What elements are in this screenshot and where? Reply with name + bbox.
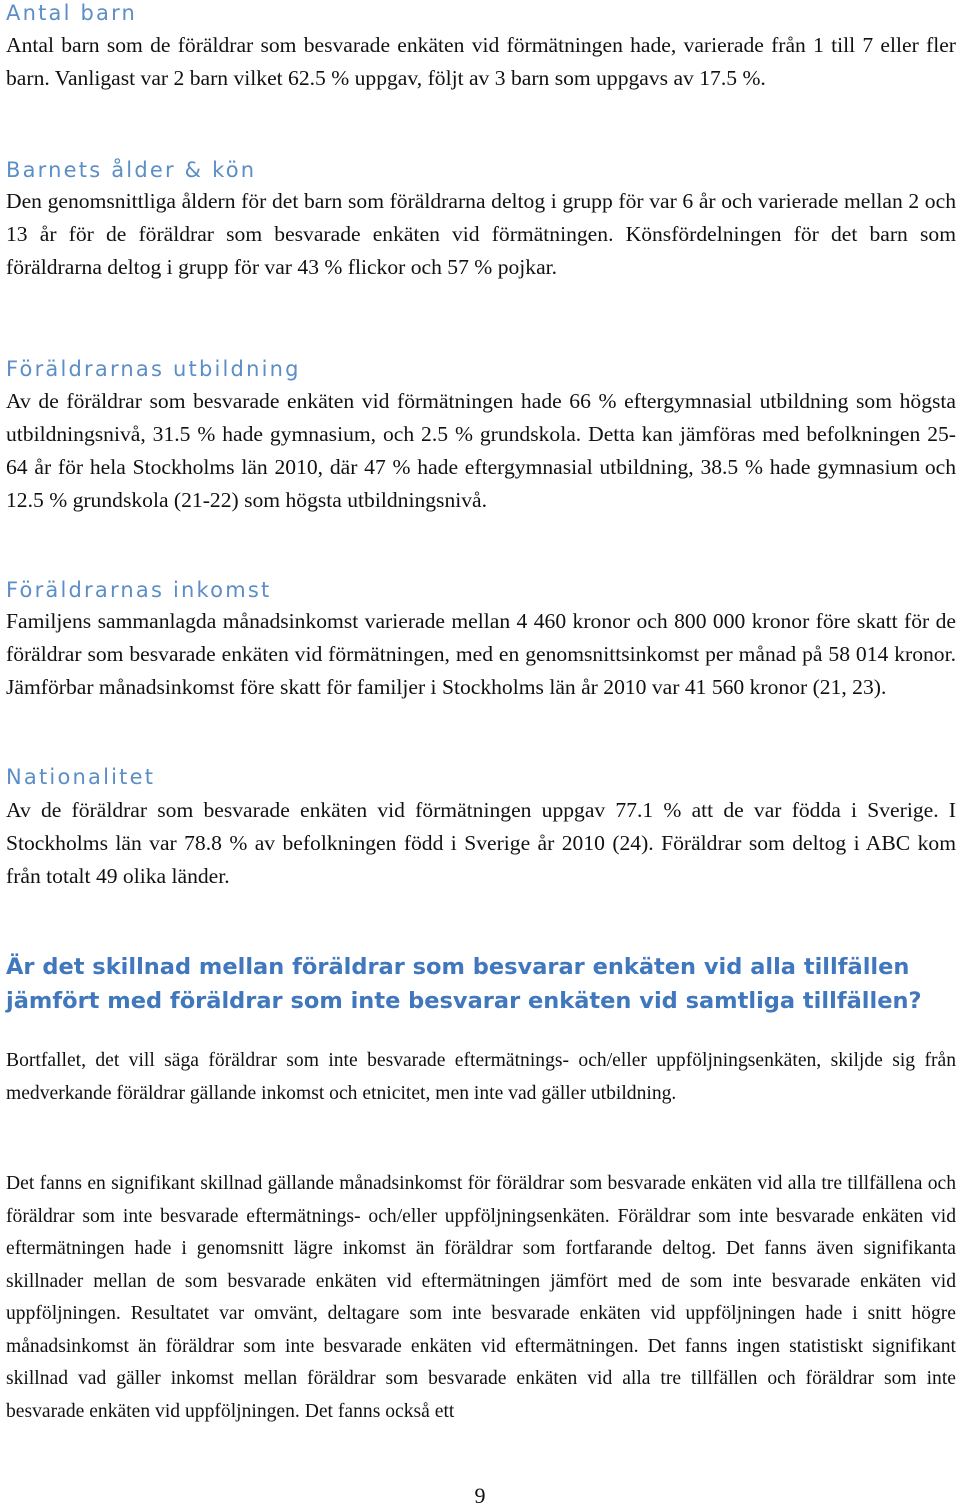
section-body-inkomst: Familjens sammanlagda månadsinkomst varierade mellan 4 460 kronor och 800 000 kronor före skatt för de föräldrar som besvarade enkäten vid förmätningen, med en genomsnittsinkomst per månad på 58 014 kronor. Jämförbar månadsinkomst före skatt för familjer i Stockholms län år 2010 var 41 560 kronor (21, 23). (6, 609, 956, 699)
paragraph-bortfallet: Bortfallet, det vill säga föräldrar som inte besvarade eftermätnings- och/eller uppföljningsenkäten, skiljde sig från medverkande föräldrar gällande inkomst och etnicitet, men inte vad gäller utbildning. (6, 1050, 956, 1104)
section-heading-inkomst: Föräldrarnas inkomst (6, 578, 272, 602)
section-body-nationalitet: Av de föräldrar som besvarade enkäten vid förmätningen uppgav 77.1 % att de var födda i Sverige. I Stockholms län var 78.8 % av befolkningen född i Sverige år 2010 (24). Föräldrar som deltog i ABC kom från totalt 49 olika länder. (6, 798, 956, 888)
section-heading-nationalitet: Nationalitet (6, 765, 156, 789)
section-body-utbildning: Av de föräldrar som besvarade enkäten vid förmätningen hade 66 % eftergymnasial utbildning som högsta utbildningsnivå, 31.5 % hade gymnasium, och 2.5 % grundskola. Detta kan jämföras med befolkningen 25-64 år för hela Stockholms län 2010, där 47 % hade eftergymnasial utbildning, 38.5 % hade gymnasium och 12.5 % grundskola (21-22) som högsta utbildningsnivå. (6, 389, 956, 512)
section-heading-barnets-alder: Barnets ålder & kön (6, 158, 257, 182)
section-heading-utbildning: Föräldrarnas utbildning (6, 357, 301, 381)
page-number: 9 (474, 1483, 486, 1508)
section-heading-antal-barn: Antal barn (6, 1, 138, 25)
main-heading: Är det skillnad mellan föräldrar som besvarar enkäten vid alla tillfällen jämfört med föräldrar som inte besvarar enkäten vid samtliga tillfällen? (6, 954, 922, 1014)
paragraph-inkomst-skillnad: Det fanns en signifikant skillnad gällande månadsinkomst för föräldrar som besvarade enkäten vid alla tre tillfällena och föräldrar som inte besvarade eftermätnings- och/eller uppföljningsenkäten. Föräldrar som inte besvarade enkäten vid eftermätningen hade i genomsnitt lägre inkomst än föräldrar som fortfarande deltog. Det fanns även signifikanta skillnader mellan de som besvarade enkäten vid eftermätningen jämfört med de som inte besvarade enkäten vid uppföljningen. Resultatet var omvänt, deltagare som inte besvarade enkäten vid uppföljningen hade i snitt högre månadsinkomst än föräldrar som inte besvarade enkäten vid eftermätningen. Det fanns ingen statistiskt signifikant skillnad vad gäller inkomst mellan föräldrar som besvarade enkäten vid alla tre tillfällen och föräldrar som inte besvarade enkäten vid uppföljningen. Det fanns också ett (6, 1173, 956, 1422)
section-body-barnets-alder: Den genomsnittliga åldern för det barn som föräldrarna deltog i grupp för var 6 år och varierade mellan 2 och 13 år för de föräldrar som besvarade enkäten vid förmätningen. Könsfördelningen för det barn som föräldrarna deltog i grupp för var 43 % flickor och 57 % pojkar. (6, 189, 956, 279)
section-body-antal-barn: Antal barn som de föräldrar som besvarade enkäten vid förmätningen hade, varierade från 1 till 7 eller fler barn. Vanligast var 2 barn vilket 62.5 % uppgav, följt av 3 barn som uppgavs av 17.5 %. (6, 33, 956, 90)
